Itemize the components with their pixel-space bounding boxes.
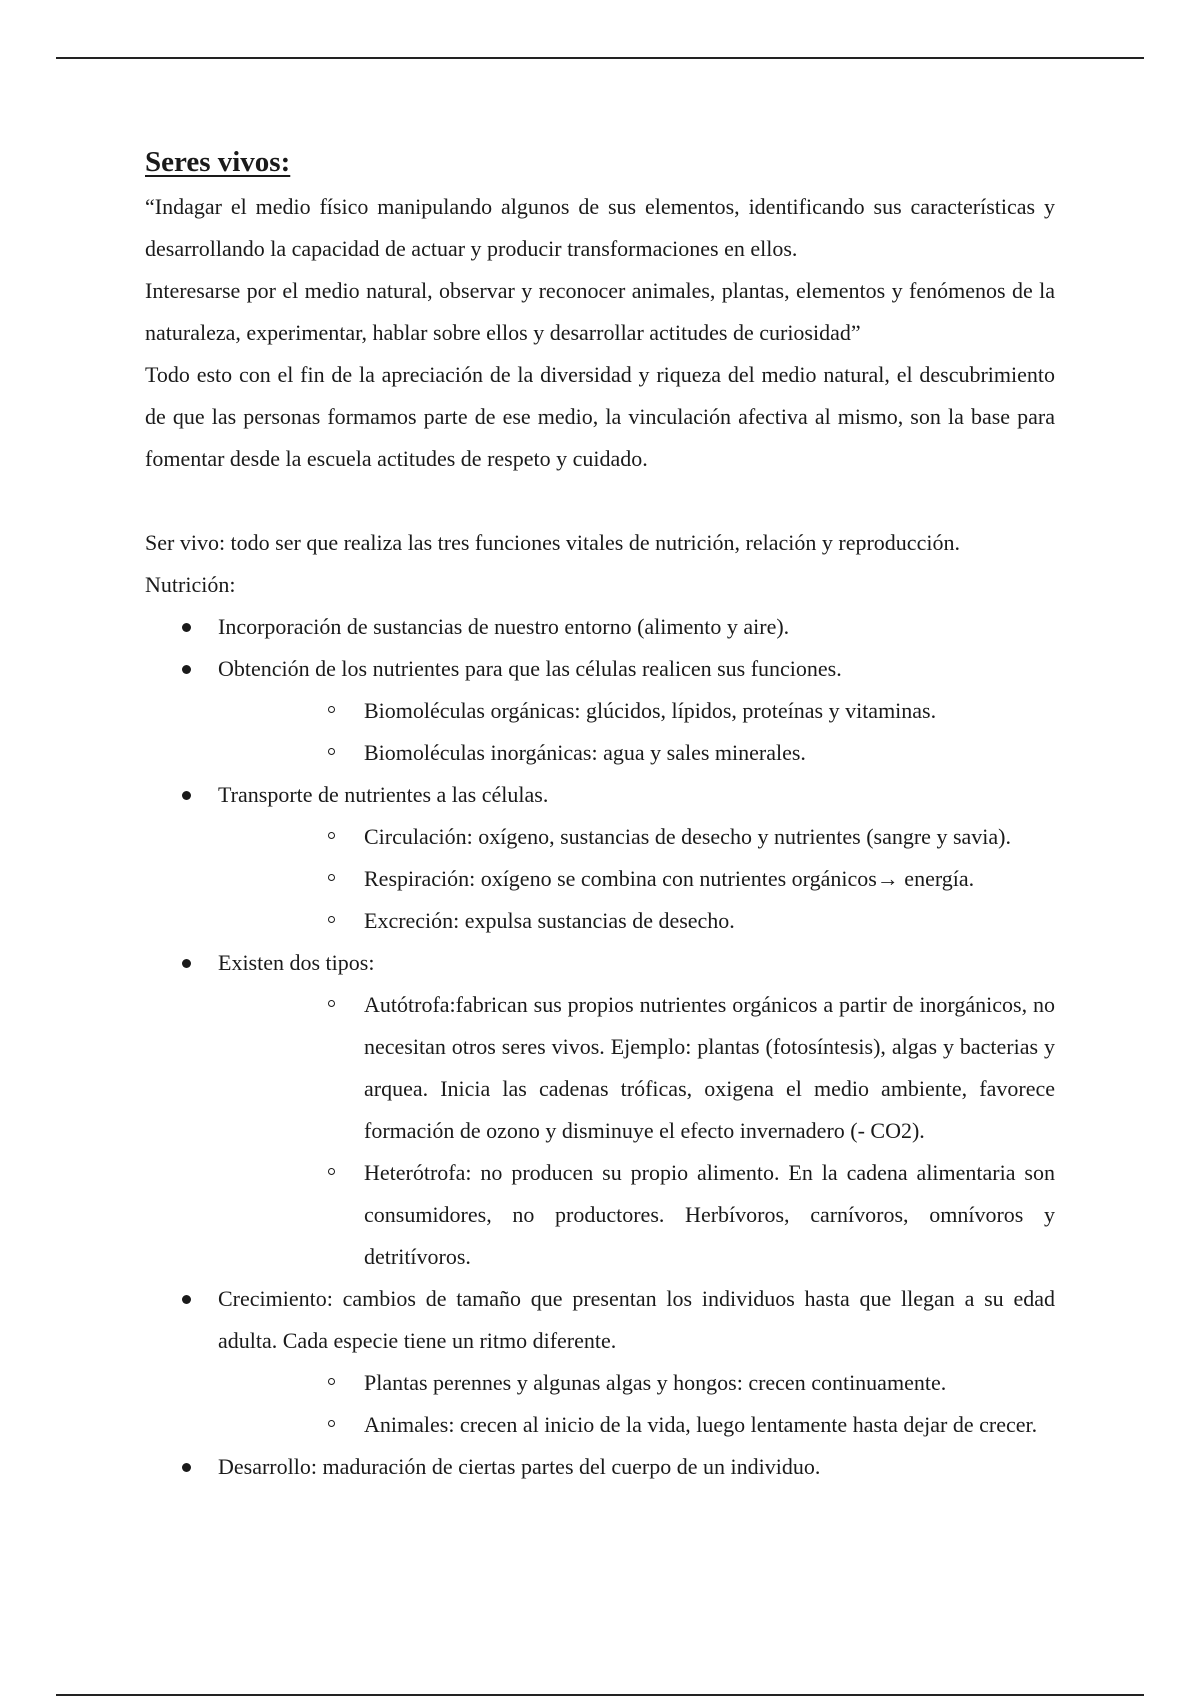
bottom-rule — [56, 1694, 1144, 1696]
circle-bullet-icon — [328, 916, 335, 923]
sub-list-item — [218, 732, 1055, 774]
circle-bullet-icon — [328, 748, 335, 755]
sub-list — [218, 690, 1055, 774]
sub-list-item — [218, 900, 1055, 942]
sub-list-item-text: Biomoléculas inorgánicas: agua y sales minerales. — [364, 740, 806, 765]
intro-paragraph: Interesarse por el medio natural, observar y reconocer animales, plantas, elementos y fenómenos de la naturaleza, experimentar, hablar sobre ellos y desarrollar actitudes de curiosidad” — [145, 278, 1055, 345]
sub-list-item-text: Autótrofa:fabrican sus propios nutrientes orgánicos a partir de inorgánicos, no necesitan otros seres vivos. Ejemplo: plantas (fotosíntesis), algas y bacterias y arquea. Inicia las cadenas tróficas, oxigena el medio ambiente, favorece formación de ozono y disminuye el efecto invernadero (- CO2). — [364, 992, 1055, 1143]
sub-list — [218, 1362, 1055, 1446]
list-item — [145, 648, 1055, 774]
spacer — [145, 480, 1055, 522]
sub-list-item — [218, 1152, 1055, 1278]
circle-bullet-icon — [328, 1168, 335, 1175]
bullet-icon — [182, 791, 191, 800]
sub-list-item-text: Plantas perennes y algunas algas y hongos: crecen continuamente. — [364, 1370, 947, 1395]
definition: Ser vivo: todo ser que realiza las tres funciones vitales de nutrición, relación y reproducción. — [145, 530, 960, 555]
nutrition-list — [145, 606, 1055, 1488]
list-item-text: Obtención de los nutrientes para que las células realicen sus funciones. — [218, 656, 842, 681]
circle-bullet-icon — [328, 706, 335, 713]
sub-list-item — [218, 858, 1055, 900]
sub-list — [218, 816, 1055, 942]
sub-list-item — [218, 1362, 1055, 1404]
sub-list-item — [218, 690, 1055, 732]
bullet-icon — [182, 959, 191, 968]
list-item — [145, 1446, 1055, 1488]
circle-bullet-icon — [328, 832, 335, 839]
circle-bullet-icon — [328, 874, 335, 881]
list-item-text: Desarrollo: maduración de ciertas partes del cuerpo de un individuo. — [218, 1454, 821, 1479]
bullet-icon — [182, 665, 191, 674]
circle-bullet-icon — [328, 1000, 335, 1007]
list-item — [145, 606, 1055, 648]
sub-list-item-text: Circulación: oxígeno, sustancias de desecho y nutrientes (sangre y savia). — [364, 824, 1011, 849]
sub-list-item-text: Excreción: expulsa sustancias de desecho. — [364, 908, 735, 933]
sub-list — [218, 984, 1055, 1278]
sub-list-item-text: Heterótrofa: no producen su propio alimento. En la cadena alimentaria son consumidores, no productores. Herbívoros, carnívoros, omnívoros y detritívoros. — [364, 1160, 1055, 1269]
list-item — [145, 942, 1055, 1278]
sub-list-item — [218, 984, 1055, 1152]
list-item — [145, 1278, 1055, 1446]
intro-paragraph: Todo esto con el fin de la apreciación de la diversidad y riqueza del medio natural, el descubrimiento de que las personas formamos parte de ese medio, la vinculación afectiva al mismo, son la base para fomentar desde la escuela actitudes de respeto y cuidado. — [145, 362, 1055, 471]
list-item-text: Existen dos tipos: — [218, 950, 375, 975]
list-item — [145, 774, 1055, 942]
list-item-text: Incorporación de sustancias de nuestro entorno (alimento y aire). — [218, 614, 790, 639]
sub-list-item-text: Biomoléculas orgánicas: glúcidos, lípidos, proteínas y vitaminas. — [364, 698, 937, 723]
document-body — [145, 142, 1055, 1488]
bullet-icon — [182, 1463, 191, 1472]
list-item-text: Crecimiento: cambios de tamaño que presentan los individuos hasta que llegan a su edad adulta. Cada especie tiene un ritmo diferente. — [218, 1286, 1055, 1353]
intro-paragraph: “Indagar el medio físico manipulando algunos de sus elementos, identificando sus características y desarrollando la capacidad de actuar y producir transformaciones en ellos. — [145, 194, 1055, 261]
bullet-icon — [182, 1295, 191, 1304]
page-title: Seres vivos: — [145, 146, 291, 178]
sub-list-item-text: Animales: crecen al inicio de la vida, luego lentamente hasta dejar de crecer. — [364, 1412, 1038, 1437]
circle-bullet-icon — [328, 1420, 335, 1427]
nutrition-heading: Nutrición: — [145, 572, 236, 597]
bullet-icon — [182, 623, 191, 632]
top-rule — [56, 57, 1144, 59]
sub-list-item — [218, 816, 1055, 858]
list-item-text: Transporte de nutrientes a las células. — [218, 782, 549, 807]
sub-list-item-text: Respiración: oxígeno se combina con nutrientes orgánicos→ energía. — [364, 866, 975, 891]
sub-list-item — [218, 1404, 1055, 1446]
circle-bullet-icon — [328, 1378, 335, 1385]
